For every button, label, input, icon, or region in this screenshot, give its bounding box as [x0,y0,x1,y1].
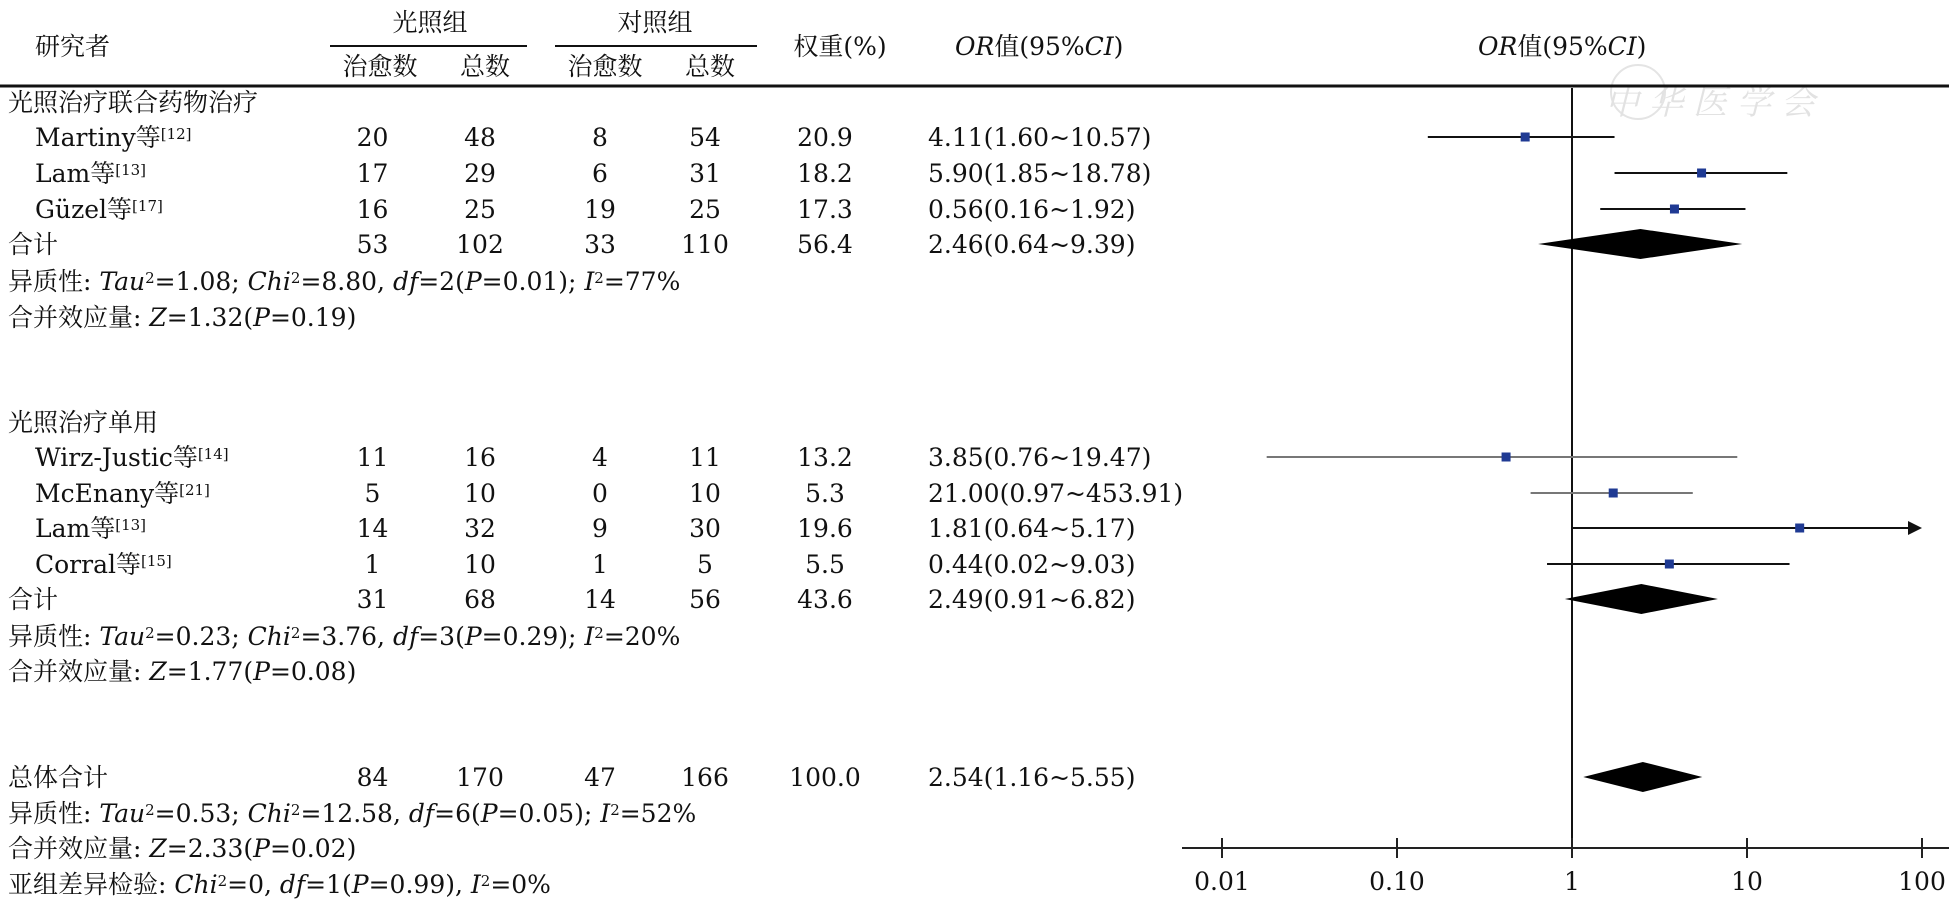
study-ref: [15] [140,552,172,570]
stat-part: I [470,870,481,899]
study-label: Wirz-Justic等 [35,443,198,472]
cell-e2: 19 [584,195,616,224]
cell-t1: 10 [464,479,496,508]
stat-part: =0, [227,870,280,899]
study-ref: [13] [115,516,147,534]
stat-part: Chi [247,622,291,651]
plot-title: OR值(95%CI) [1478,32,1647,61]
study-point [1521,133,1530,142]
stat-part: Chi [174,870,218,899]
study-ref: [12] [160,125,192,143]
cell-w: 43.6 [797,585,853,614]
header-cured-2: 治愈数 [567,52,643,81]
header-study: 研究者 [35,32,111,61]
stat-part: Z [149,657,167,686]
header-weight: 权重(%) [793,32,887,61]
stat-part: =0.01); [481,267,585,296]
stat-part: P [253,303,270,332]
cell-t1: 25 [464,195,496,224]
stat-part: I [584,622,595,651]
superscript: 2 [145,269,155,287]
cell-t1: 32 [464,514,496,543]
cell-w: 100.0 [789,763,861,792]
cell-t2: 54 [689,123,721,152]
x-tick-label: 0.10 [1369,867,1425,896]
stat-part: =0.29); [481,622,585,651]
cell-ci: 21.00(0.97~453.91) [928,479,1184,508]
cell-e2: 47 [584,763,616,792]
stat-part: Z [149,834,167,863]
study-label: Lam等 [35,159,116,188]
stat-part: =0.08) [269,657,357,686]
superscript: 2 [290,624,301,642]
superscript: 2 [145,624,155,642]
cell-e1: 17 [356,159,389,188]
stat-part: =1.77( [166,657,254,686]
stat-part: =0.23; [154,622,248,651]
stat-part: =3( [418,622,465,651]
stat-part: =0.02) [269,834,357,863]
cell-ci: 2.49(0.91~6.82) [928,585,1136,614]
superscript: 2 [594,624,604,642]
stat-part: 合并效应量: [8,303,150,332]
cell-e1: 20 [356,123,389,152]
stat-part: =6( [434,799,481,828]
x-tick-label: 0.01 [1194,867,1250,896]
cell-e2: 33 [584,230,616,259]
study-point [1502,453,1511,462]
superscript: 2 [480,872,491,890]
cell-e1: 11 [356,443,389,472]
cell-t2: 56 [689,585,721,614]
cell-ci: 2.46(0.64~9.39) [928,230,1136,259]
stat-part: =2.33( [166,834,254,863]
stat-part: I [584,267,595,296]
stat-part: =20% [603,622,681,651]
x-tick-label: 100 [1898,867,1946,896]
stat-part: 合并效应量: [8,657,150,686]
cell-e2: 0 [592,479,608,508]
stat-part: =0.05); [497,799,601,828]
header-group-light: 光照组 [392,8,468,37]
stat-part: Tau [99,799,146,828]
stat-part: P [464,622,482,651]
stat-part: =0.19) [269,303,357,332]
cell-e2: 8 [592,123,608,152]
header-group-control: 对照组 [617,8,693,37]
cell-ci: 4.11(1.60~10.57) [928,123,1152,152]
superscript: 2 [610,801,620,819]
stat-part: =0.53; [154,799,248,828]
superscript: 2 [217,872,228,890]
cell-e1: 1 [364,550,381,579]
stat-part: =3.76, [300,622,393,651]
watermark: 中华医学会 [1605,83,1825,123]
cell-w: 5.5 [805,550,845,579]
stat-part: =2( [418,267,465,296]
cell-ci: 5.90(1.85~18.78) [928,159,1152,188]
cell-t2: 25 [689,195,721,224]
stat-part: P [253,657,270,686]
stat-part: =0.99), [368,870,471,899]
stat-part: =77% [603,267,681,296]
superscript: 2 [290,801,301,819]
stat-part: 异质性: [8,622,100,651]
study-ref: [14] [197,445,229,463]
header-or-ci: OR值(95%CI) [955,32,1124,61]
stat-part: P [253,834,270,863]
stat-part: 异质性: [8,267,100,296]
stat-part: Tau [99,267,146,296]
stat-part: I [600,799,611,828]
cell-e2: 6 [592,159,608,188]
superscript: 2 [290,269,301,287]
stat-part: Z [149,303,167,332]
cell-t2: 110 [681,230,729,259]
cell-ci: 1.81(0.64~5.17) [928,514,1136,543]
study-label: McEnany等 [35,479,180,508]
subgroup-title: 光照治疗联合药物治疗 [8,88,259,117]
study-point [1795,524,1804,533]
cell-t1: 102 [456,230,504,259]
cell-e2: 4 [592,443,608,472]
cell-t2: 31 [689,159,721,188]
stat-part: 亚组差异检验: [8,870,175,899]
stat-part: df [279,870,306,899]
cell-t1: 29 [464,159,496,188]
pooled-diamond [1538,229,1742,259]
stat-part: df [392,267,419,296]
stat-part: Tau [99,622,146,651]
cell-e1: 14 [356,514,389,543]
cell-e1: 31 [356,585,389,614]
stat-part: =8.80, [300,267,393,296]
study-label: Lam等 [35,514,116,543]
study-ref: [17] [132,197,163,215]
study-ref: [13] [115,161,147,179]
stat-part: P [480,799,498,828]
x-tick-label: 1 [1564,867,1580,896]
cell-w: 19.6 [797,514,853,543]
pooled-diamond [1565,584,1718,614]
cell-e2: 14 [584,585,616,614]
cell-w: 17.3 [797,195,853,224]
stat-part: 异质性: [8,799,100,828]
stat-part: =1.32( [166,303,254,332]
cell-e1: 53 [356,230,389,259]
study-point [1609,489,1618,498]
ci-arrow [1908,521,1922,535]
x-tick-label: 10 [1731,867,1763,896]
stat-part: =1( [305,870,352,899]
cell-t1: 10 [464,550,496,579]
cell-e1: 5 [364,479,381,508]
stat-part: =12.58, [300,799,409,828]
cell-ci: 0.44(0.02~9.03) [928,550,1136,579]
cell-w: 56.4 [797,230,853,259]
subgroup-title: 光照治疗单用 [8,408,159,437]
cell-ci: 0.56(0.16~1.92) [928,195,1136,224]
cell-t2: 166 [681,763,729,792]
cell-t2: 30 [689,514,721,543]
cell-e1: 16 [356,195,389,224]
cell-t1: 68 [464,585,496,614]
cell-ci: 3.85(0.76~19.47) [928,443,1152,472]
cell-w: 5.3 [805,479,845,508]
cell-t2: 5 [697,550,713,579]
study-point [1670,205,1679,214]
cell-ci: 2.54(1.16~5.55) [928,763,1136,792]
study-point [1697,169,1706,178]
stat-part: 合并效应量: [8,834,150,863]
cell-t1: 170 [456,763,504,792]
stat-part: =52% [619,799,697,828]
cell-w: 18.2 [797,159,853,188]
cell-t2: 11 [689,443,721,472]
cell-e2: 1 [592,550,608,579]
header-total-1: 总数 [459,52,510,81]
cell-t1: 16 [464,443,496,472]
subtotal-label: 合计 [8,585,59,614]
study-point [1665,560,1674,569]
cell-w: 20.9 [797,123,853,152]
cell-e1: 84 [356,763,389,792]
study-label: Güzel等 [35,195,133,224]
stat-part: Chi [247,799,291,828]
study-label: Corral等 [35,550,141,579]
study-label: Martiny等 [35,123,161,152]
subtotal-label: 合计 [8,230,59,259]
overall-label: 总体合计 [8,763,109,792]
stat-part: P [351,870,369,899]
stat-part: Chi [247,267,291,296]
header-cured-1: 治愈数 [342,52,418,81]
stat-part: =1.08; [154,267,248,296]
stat-part: P [464,267,482,296]
cell-t1: 48 [464,123,496,152]
stat-part: df [392,622,419,651]
pooled-diamond [1583,762,1702,792]
cell-e2: 9 [592,514,608,543]
stat-part: df [408,799,435,828]
superscript: 2 [145,801,155,819]
cell-w: 13.2 [797,443,853,472]
stat-part: =0% [490,870,551,899]
superscript: 2 [594,269,604,287]
cell-t2: 10 [689,479,721,508]
header-total-2: 总数 [684,52,735,81]
study-ref: [21] [179,481,210,499]
